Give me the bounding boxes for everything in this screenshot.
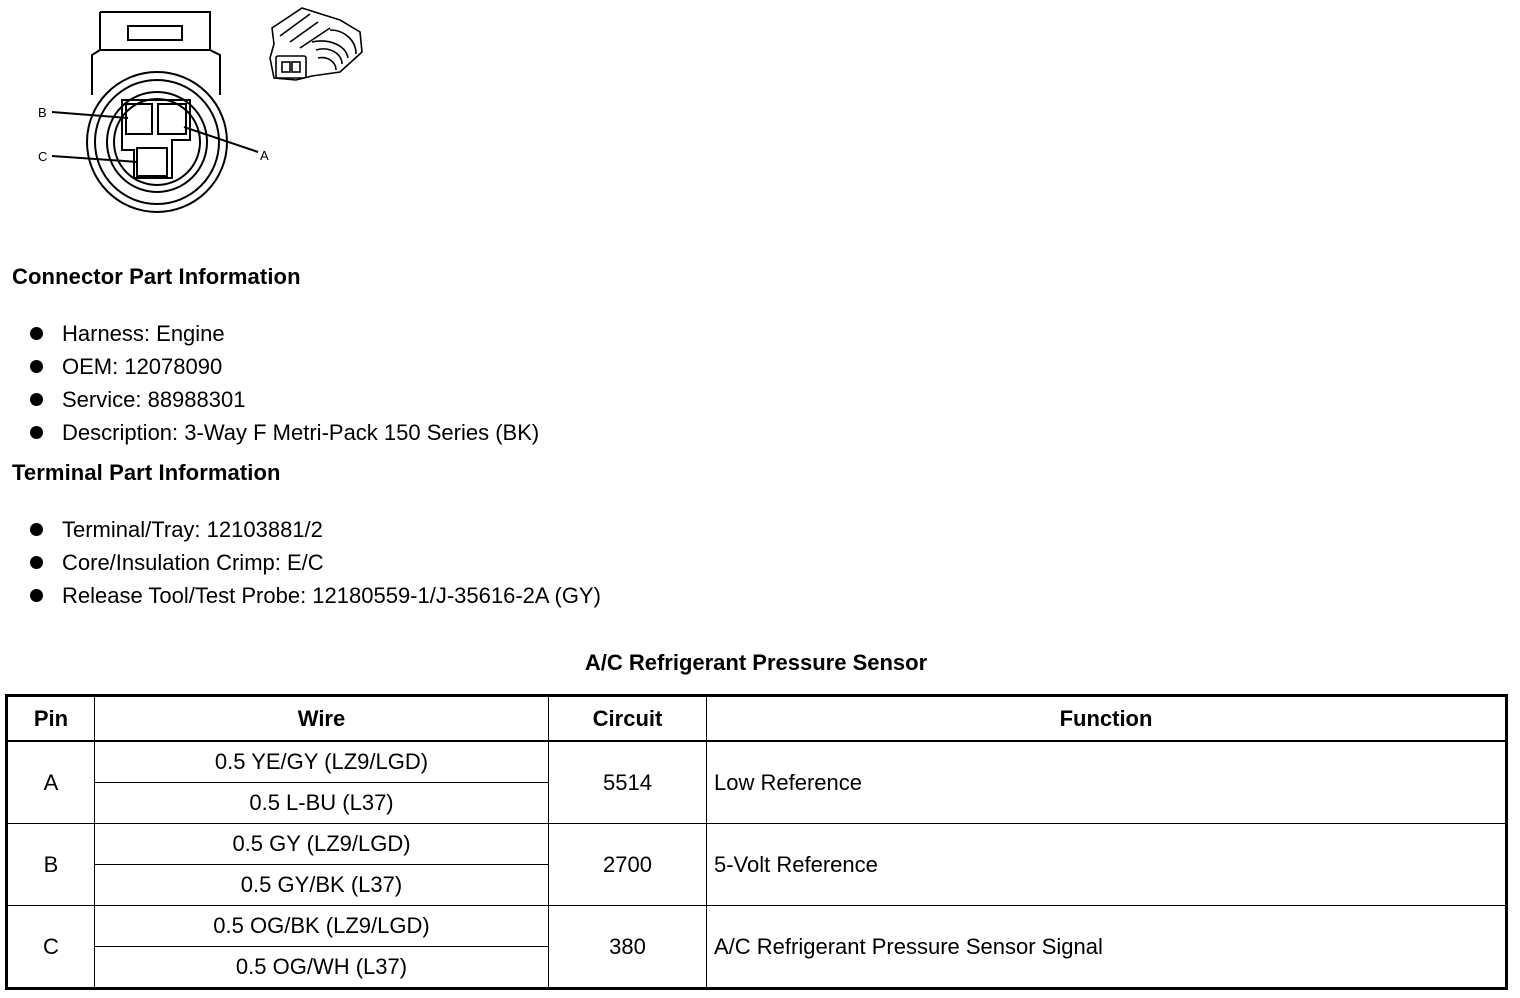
bullet-icon bbox=[30, 556, 43, 569]
connector-part-list bbox=[30, 317, 539, 449]
header-circuit: Circuit bbox=[549, 696, 707, 742]
pinout-table bbox=[5, 694, 1508, 990]
cell-wire: 0.5 GY/BK (L37) bbox=[95, 865, 549, 906]
connector-illustration-icon bbox=[270, 8, 362, 80]
bullet-icon bbox=[30, 523, 43, 536]
cell-wire: 0.5 YE/GY (LZ9/LGD) bbox=[95, 741, 549, 783]
table-row bbox=[7, 824, 1507, 865]
table-row bbox=[7, 741, 1507, 783]
list-item: Description: 3-Way F Metri-Pack 150 Series (BK) bbox=[30, 416, 539, 449]
cell-wire: 0.5 OG/WH (L37) bbox=[95, 947, 549, 989]
cell-function: A/C Refrigerant Pressure Sensor Signal bbox=[707, 906, 1507, 989]
terminal-part-title: Terminal Part Information bbox=[12, 460, 281, 485]
table-title: A/C Refrigerant Pressure Sensor bbox=[584, 650, 928, 675]
bullet-icon bbox=[30, 393, 43, 406]
connector-diagram bbox=[0, 0, 400, 230]
bullet-icon bbox=[30, 327, 43, 340]
cell-circuit: 380 bbox=[549, 906, 707, 989]
cell-circuit: 2700 bbox=[549, 824, 707, 906]
pin-label-a: A bbox=[260, 148, 269, 163]
bullet-icon bbox=[30, 360, 43, 373]
cell-pin: B bbox=[7, 824, 95, 906]
header-function: Function bbox=[707, 696, 1507, 742]
terminal-part-list bbox=[30, 513, 601, 612]
table-header-row bbox=[7, 696, 1507, 742]
list-item: OEM: 12078090 bbox=[30, 350, 539, 383]
cell-circuit: 5514 bbox=[549, 741, 707, 824]
connector-part-title: Connector Part Information bbox=[12, 264, 301, 289]
header-wire: Wire bbox=[95, 696, 549, 742]
pin-label-c: C bbox=[38, 149, 48, 164]
bullet-icon bbox=[30, 426, 43, 439]
list-item: Terminal/Tray: 12103881/2 bbox=[30, 513, 601, 546]
pin-label-b: B bbox=[38, 105, 47, 120]
cell-wire: 0.5 OG/BK (LZ9/LGD) bbox=[95, 906, 549, 947]
list-item: Harness: Engine bbox=[30, 317, 539, 350]
table-row bbox=[7, 906, 1507, 947]
list-item: Core/Insulation Crimp: E/C bbox=[30, 546, 601, 579]
cell-wire: 0.5 L-BU (L37) bbox=[95, 783, 549, 824]
cell-function: Low Reference bbox=[707, 741, 1507, 824]
cell-function: 5-Volt Reference bbox=[707, 824, 1507, 906]
cell-pin: C bbox=[7, 906, 95, 989]
header-pin: Pin bbox=[7, 696, 95, 742]
list-item: Release Tool/Test Probe: 12180559-1/J-35616-2A (GY) bbox=[30, 579, 601, 612]
bullet-icon bbox=[30, 589, 43, 602]
list-item: Service: 88988301 bbox=[30, 383, 539, 416]
cell-wire: 0.5 GY (LZ9/LGD) bbox=[95, 824, 549, 865]
cell-pin: A bbox=[7, 741, 95, 824]
